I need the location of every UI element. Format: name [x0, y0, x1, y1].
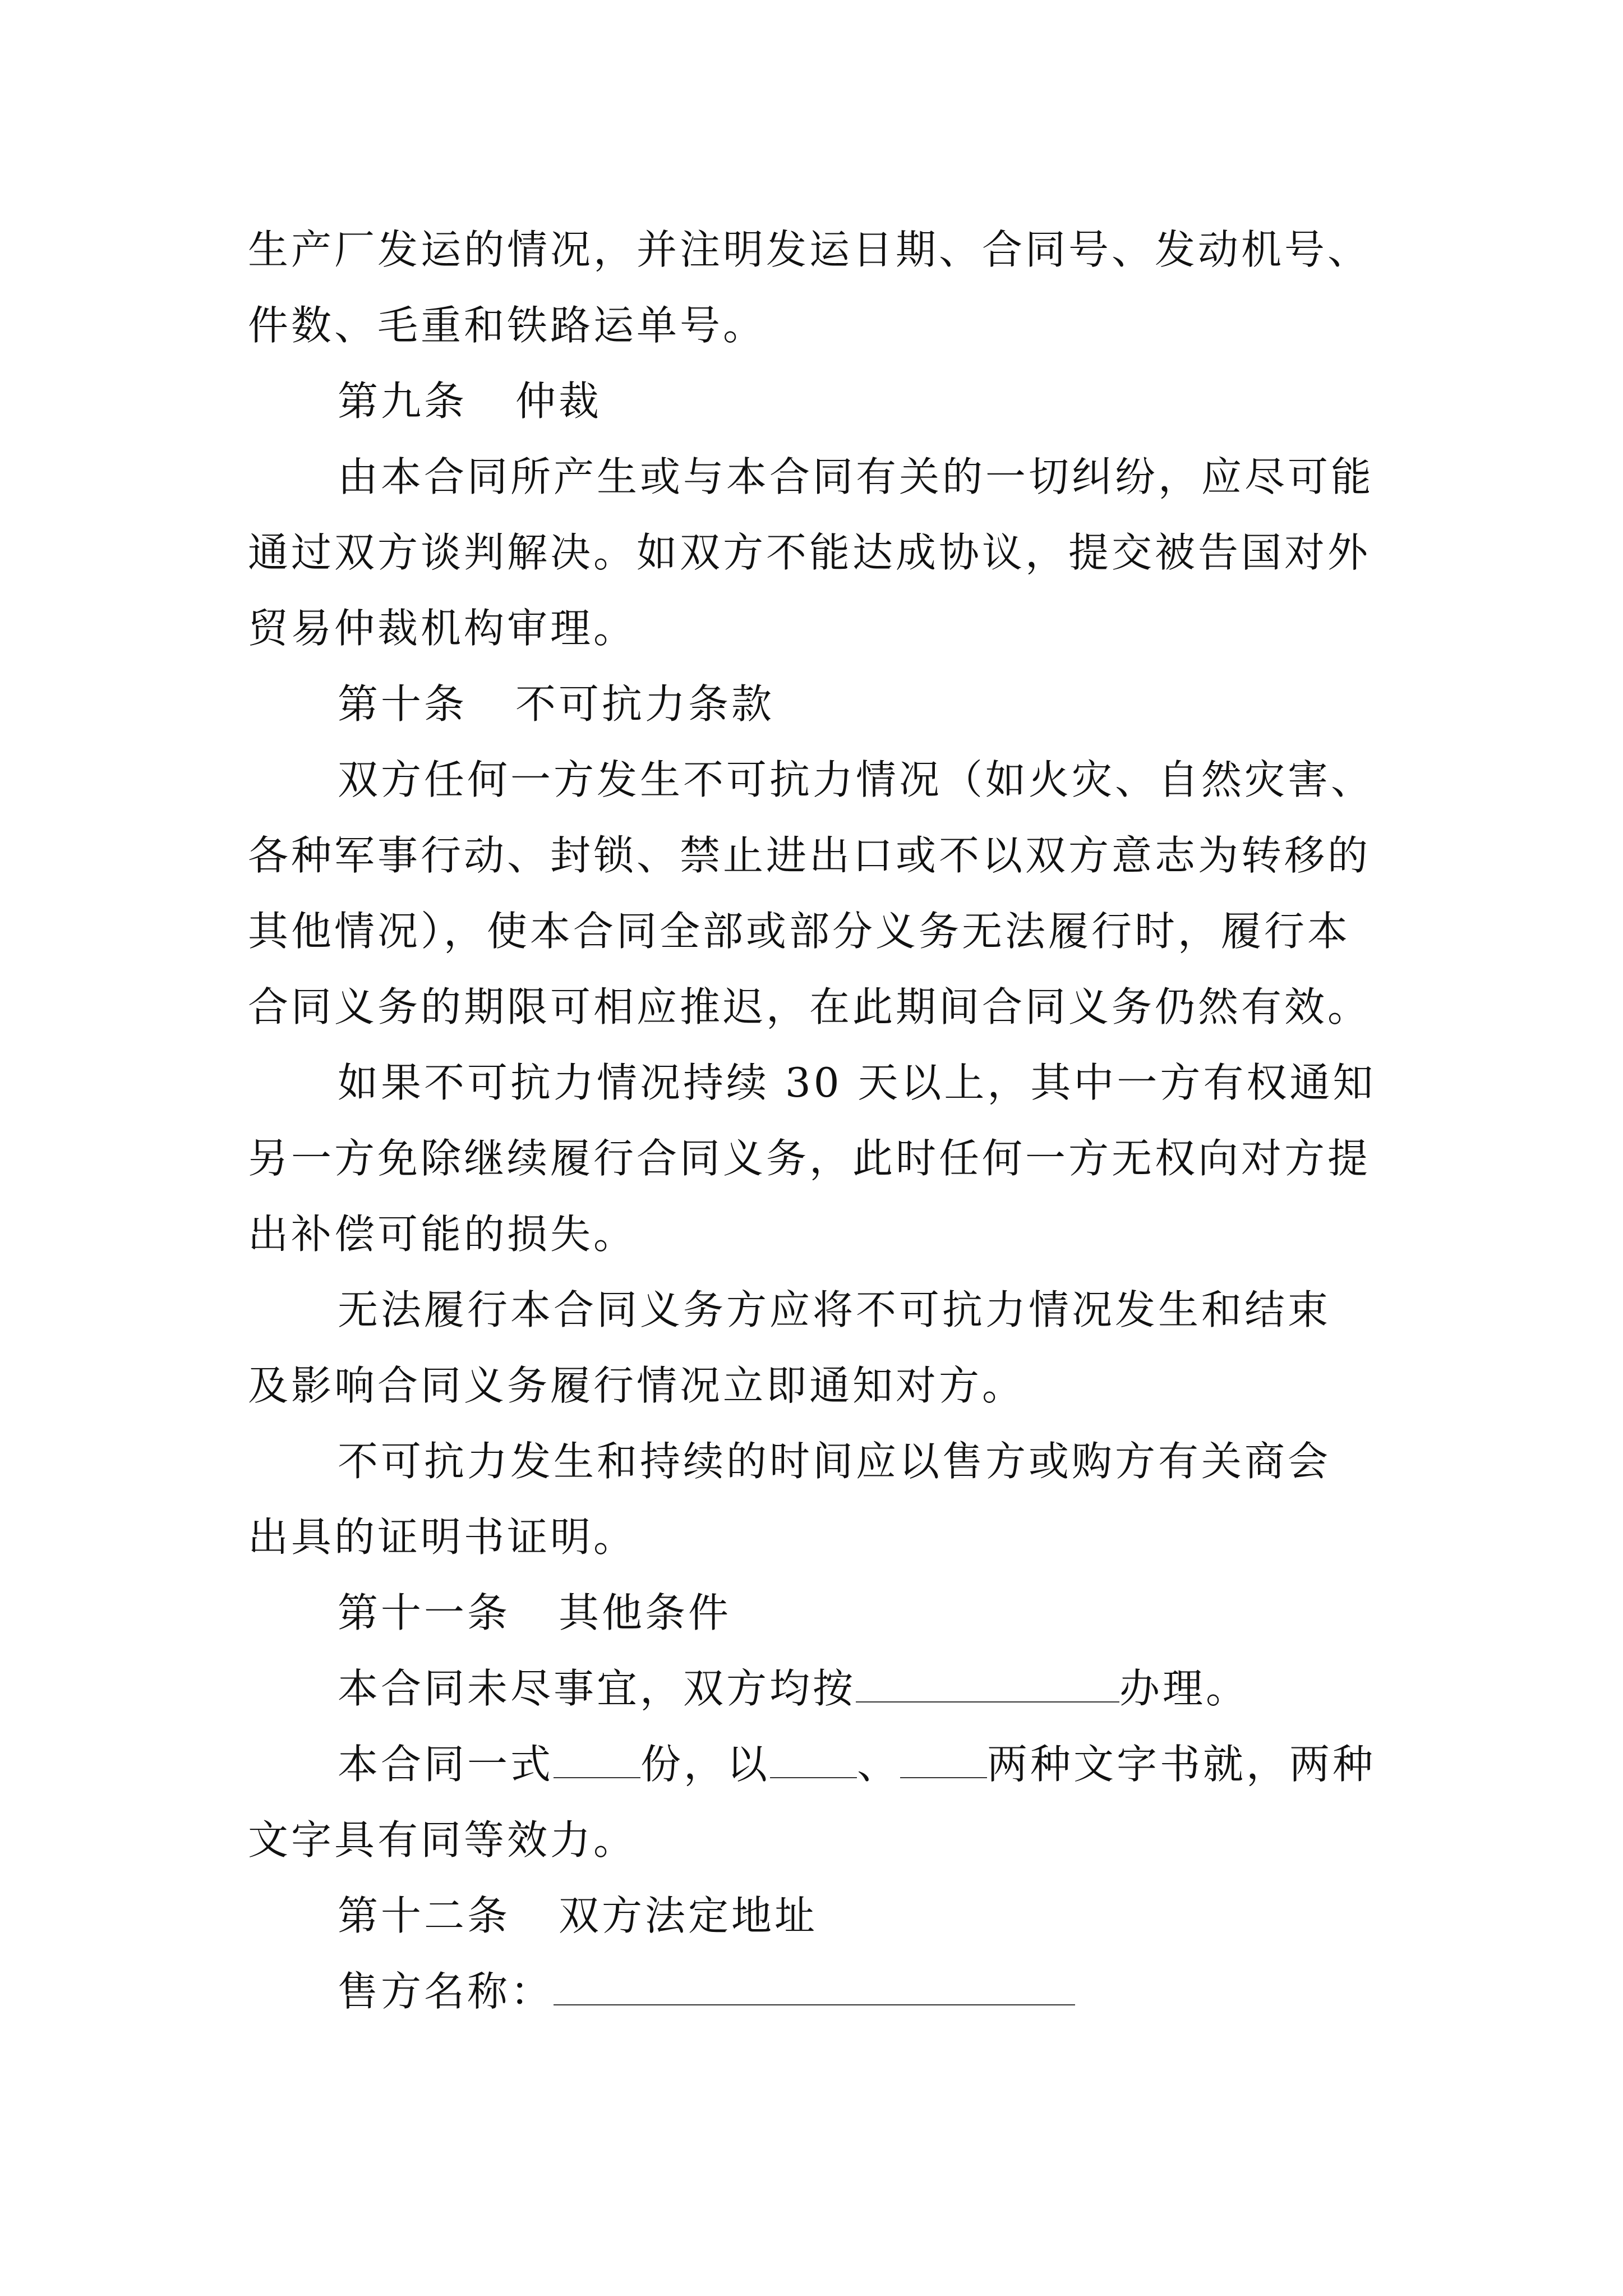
text-line: 件数、毛重和铁路运单号。	[248, 302, 767, 349]
text-line: 无法履行本合同义务方应将不可抗力情况发生和结束	[338, 1286, 1331, 1333]
text-line: 如果不可抗力情况持续 30 天以上，其中一方有权通知	[338, 1059, 1376, 1106]
text-line: 文字具有同等效力。	[248, 1816, 637, 1864]
text-line-with-blanks	[248, 1727, 1386, 1802]
seller-name-line	[248, 1954, 1386, 2030]
text-segment: 份，以	[640, 1741, 771, 1788]
text-segment: 、	[857, 1741, 901, 1788]
fill-in-blank[interactable]	[554, 1746, 640, 1778]
text-line: 合同义务的期限可相应推迟，在此期间合同义务仍然有效。	[248, 983, 1371, 1030]
text-line-with-blank	[248, 1651, 1386, 1727]
article-number: 第十二条	[338, 1892, 511, 1939]
text-segment: 本合同一式	[338, 1741, 554, 1788]
text-line: 出补偿可能的损失。	[248, 1211, 637, 1258]
text-line: 其他情况），使本合同全部或部分义务无法履行时，履行本	[248, 908, 1351, 955]
article-10-heading	[248, 666, 1386, 742]
text-line: 出具的证明书证明。	[248, 1513, 637, 1561]
seller-name-blank[interactable]	[554, 1973, 1075, 2005]
fill-in-blank[interactable]	[856, 1670, 1119, 1703]
article-number: 第九条	[338, 378, 468, 425]
text-line: 各种军事行动、封锁、禁止进出口或不以双方意志为转移的	[248, 832, 1371, 879]
article-number: 第十一条	[338, 1589, 511, 1636]
article-title: 其他条件	[559, 1589, 732, 1636]
text-segment: 本合同未尽事宜，双方均按	[338, 1665, 856, 1712]
text-line: 另一方免除继续履行合同义务，此时任何一方无权向对方提	[248, 1135, 1371, 1182]
text-line: 不可抗力发生和持续的时间应以售方或购方有关商会	[338, 1438, 1331, 1485]
text-line: 生产厂发运的情况，并注明发运日期、合同号、发动机号、	[248, 226, 1371, 273]
article-11-heading	[248, 1575, 1386, 1651]
text-line: 贸易仲裁机构审理。	[248, 605, 637, 652]
fill-in-blank[interactable]	[770, 1746, 857, 1778]
fill-in-blank[interactable]	[900, 1746, 987, 1778]
text-line: 及影响合同义务履行情况立即通知对方。	[248, 1362, 1026, 1409]
article-title: 仲裁	[515, 378, 602, 425]
article-9-heading	[248, 364, 1386, 439]
contract-body	[248, 212, 1386, 2030]
text-line: 通过双方谈判解决。如双方不能达成协议，提交被告国对外	[248, 529, 1371, 576]
text-line: 由本合同所产生或与本合同有关的一切纠纷，应尽可能	[338, 453, 1375, 500]
text-line: 双方任何一方发生不可抗力情况（如火灾、自然灾害、	[338, 756, 1375, 803]
article-title: 不可抗力条款	[515, 680, 775, 728]
article-number: 第十条	[338, 680, 468, 728]
text-segment: 办理。	[1119, 1665, 1249, 1712]
seller-name-label: 售方名称：	[338, 1968, 554, 2015]
text-segment: 两种文字书就，两种	[987, 1741, 1376, 1788]
article-12-heading	[248, 1878, 1386, 1954]
article-title: 双方法定地址	[559, 1892, 818, 1939]
